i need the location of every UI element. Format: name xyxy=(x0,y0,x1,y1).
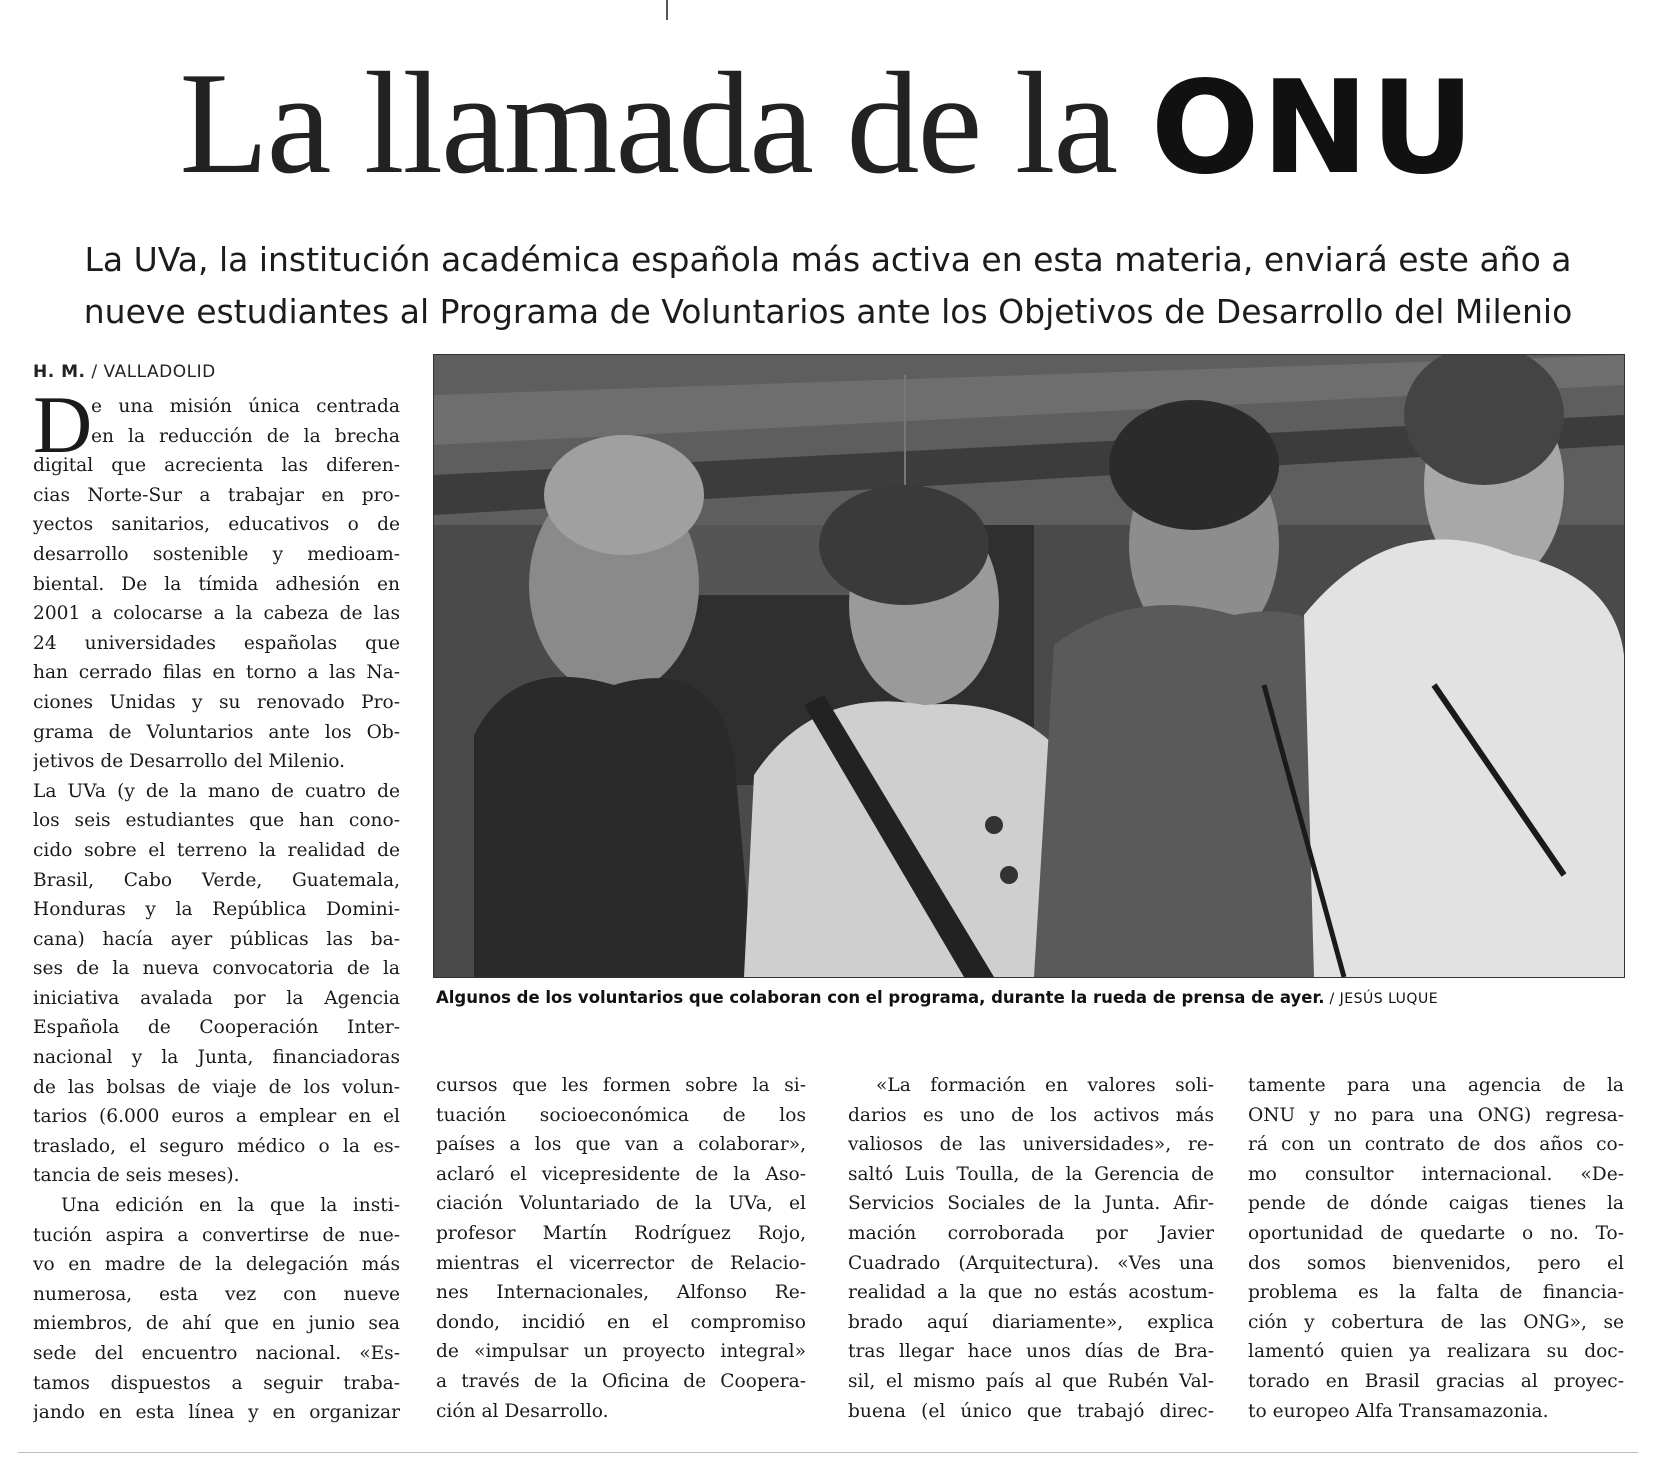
article-line: ses de la nueva convocatoria de la xyxy=(33,958,400,980)
headline-light: La llamada de la xyxy=(179,42,1151,204)
article-line: mientras el vicerrector de Relacio- xyxy=(436,1252,806,1274)
article-line: grama de Voluntarios ante los Ob- xyxy=(33,721,400,743)
article-line: miembros, de ahí que en junio sea xyxy=(33,1313,400,1335)
article-line: cido sobre el terreno la realidad de xyxy=(33,839,400,861)
article-line: buena (el único que trabajó direc- xyxy=(848,1400,1214,1422)
article-line: Servicios Sociales de la Junta. Afir- xyxy=(848,1193,1214,1215)
article-line: nacional y la Junta, financiadoras xyxy=(33,1047,400,1069)
article-line: dondo, incidió en el compromiso xyxy=(436,1311,806,1333)
article-line: cursos que les formen sobre la si- xyxy=(436,1075,806,1096)
article-line: a través de la Oficina de Coopera- xyxy=(436,1370,806,1392)
article-line: Española de Cooperación Inter- xyxy=(33,1017,400,1039)
article-line: ción al Desarrollo. xyxy=(436,1400,609,1422)
article-line: han cerrado filas en torno a las Na- xyxy=(33,662,400,684)
article-line: saltó Luis Toulla, de la Gerencia de xyxy=(848,1163,1214,1185)
article-line: ciones Unidas y su renovado Pro- xyxy=(33,691,400,713)
byline-author: H. M. xyxy=(33,362,86,382)
article-line: jetivos de Desarrollo del Milenio. xyxy=(33,751,346,773)
article-line: darios es uno de los activos más xyxy=(848,1104,1214,1126)
article-line: tuación socioeconómica de los xyxy=(436,1104,806,1126)
article-line: digital que acrecienta las diferen- xyxy=(33,455,400,477)
article-line: ciación Voluntariado de la UVa, el xyxy=(436,1193,806,1215)
article-line: ción y cobertura de las ONG», se xyxy=(1248,1311,1624,1333)
article-line: en la reducción de la brecha xyxy=(91,425,400,447)
article-line: brado aquí diariamente», explica xyxy=(848,1311,1214,1333)
article-line: países a los que van a colaborar», xyxy=(436,1134,806,1156)
article-line: desarrollo sostenible y medioam- xyxy=(33,543,400,565)
photo-illustration xyxy=(434,355,1624,977)
article-line: cana) hacía ayer públicas las ba- xyxy=(33,928,400,950)
article-line: traslado, el seguro médico o la es- xyxy=(33,1135,400,1157)
article-line: aclaró el vicepresidente de la Aso- xyxy=(436,1163,806,1185)
article-line: Honduras y la República Domini- xyxy=(33,899,400,921)
scan-mark xyxy=(666,0,668,20)
article-column-4 xyxy=(1248,1071,1624,1426)
article-line: to europeo Alfa Transamazonia. xyxy=(1248,1400,1549,1422)
article-line: 2001 a colocarse a la cabeza de las xyxy=(33,603,400,625)
article-line: nes Internacionales, Alfonso Re- xyxy=(436,1282,806,1304)
article-line: pende de dónde caigas tienes la xyxy=(1248,1193,1624,1215)
article-line: tarios (6.000 euros a emplear en el xyxy=(33,1106,400,1128)
article-line: de «impulsar un proyecto integral» xyxy=(436,1341,806,1363)
article-line: yectos sanitarios, educativos o de xyxy=(33,514,400,536)
article-line: cias Norte-Sur a trabajar en pro- xyxy=(33,484,400,506)
headline-bold: ONU xyxy=(1150,54,1477,203)
photo-credit: / JESÚS LUQUE xyxy=(1324,991,1439,1007)
article-line: e una misión única centrada xyxy=(91,396,400,417)
subtitle-line-2: nueve estudiantes al Programa de Voluntarios ante los Objetivos de Desarrollo del Milenio xyxy=(83,292,1573,331)
article-line: sede del encuentro nacional. «Es- xyxy=(33,1343,400,1364)
article-line: Una edición en la que la insti- xyxy=(61,1195,400,1217)
article-line: numerosa, esta vez con nueve xyxy=(33,1283,400,1305)
article-column-1 xyxy=(33,392,400,1428)
article-line: ONU y no para una ONG) regresa- xyxy=(1248,1104,1624,1126)
article-line: torado en Brasil gracias al proyec- xyxy=(1248,1370,1624,1392)
article-line: mación corroborada por Javier xyxy=(848,1222,1214,1244)
article-line: mo consultor internacional. «De- xyxy=(1248,1163,1624,1185)
article-line: Brasil, Cabo Verde, Guatemala, xyxy=(33,869,400,891)
article-line: tamente para una agencia de la xyxy=(1248,1075,1624,1096)
subtitle-line-1: La UVa, la institución académica española más activa en esta materia, enviará este año a xyxy=(84,240,1572,279)
photo-caption xyxy=(436,988,1626,1007)
article-column-3 xyxy=(848,1071,1214,1426)
article-line: tución aspira a convertirse de nue- xyxy=(33,1224,400,1246)
article-line: biental. De la tímida adhesión en xyxy=(33,573,400,595)
article-line: oportunidad de quedarte o no. To- xyxy=(1248,1222,1624,1244)
article-column-2 xyxy=(436,1071,806,1426)
article-line: iniciativa avalada por la Agencia xyxy=(33,987,400,1009)
article-line: tras llegar hace unos días de Bra- xyxy=(848,1341,1214,1363)
article-line: sil, el mismo país al que Rubén Val- xyxy=(848,1370,1214,1392)
article-line: de las bolsas de viaje de los volun- xyxy=(33,1076,400,1098)
press-conference-photo xyxy=(434,355,1624,977)
article-line: dos somos bienvenidos, pero el xyxy=(1248,1252,1624,1274)
article-line: jando en esta línea y en organizar xyxy=(33,1402,400,1424)
article-line: lamentó quien ya realizara su doc- xyxy=(1248,1341,1624,1363)
subtitle xyxy=(20,234,1636,338)
article-line: problema es la falta de financia- xyxy=(1248,1282,1624,1304)
article-line: valiosos de las universidades», re- xyxy=(848,1134,1214,1156)
article-line: tancia de seis meses). xyxy=(33,1165,240,1187)
byline-location: / VALLADOLID xyxy=(91,362,216,382)
article-line: Cuadrado (Arquitectura). «Ves una xyxy=(848,1252,1214,1274)
drop-cap: D xyxy=(33,379,93,470)
article-line: «La formación en valores soli- xyxy=(876,1075,1214,1096)
article-line: 24 universidades españolas que xyxy=(33,632,400,654)
headline xyxy=(30,42,1626,204)
caption-text: Algunos de los voluntarios que colaboran con el programa, durante la rueda de prensa de ayer. xyxy=(436,988,1325,1007)
article-line: profesor Martín Rodríguez Rojo, xyxy=(436,1222,806,1244)
article-line: La UVa (y de la mano de cuatro de xyxy=(33,780,400,802)
article-line: los seis estudiantes que han cono- xyxy=(33,810,400,832)
article-line: rá con un contrato de dos años co- xyxy=(1248,1134,1624,1156)
article-line: vo en madre de la delegación más xyxy=(33,1254,400,1276)
article-line: tamos dispuestos a seguir traba- xyxy=(33,1372,400,1394)
bottom-rule xyxy=(18,1452,1638,1453)
article-line: realidad a la que no estás acostum- xyxy=(848,1282,1214,1304)
